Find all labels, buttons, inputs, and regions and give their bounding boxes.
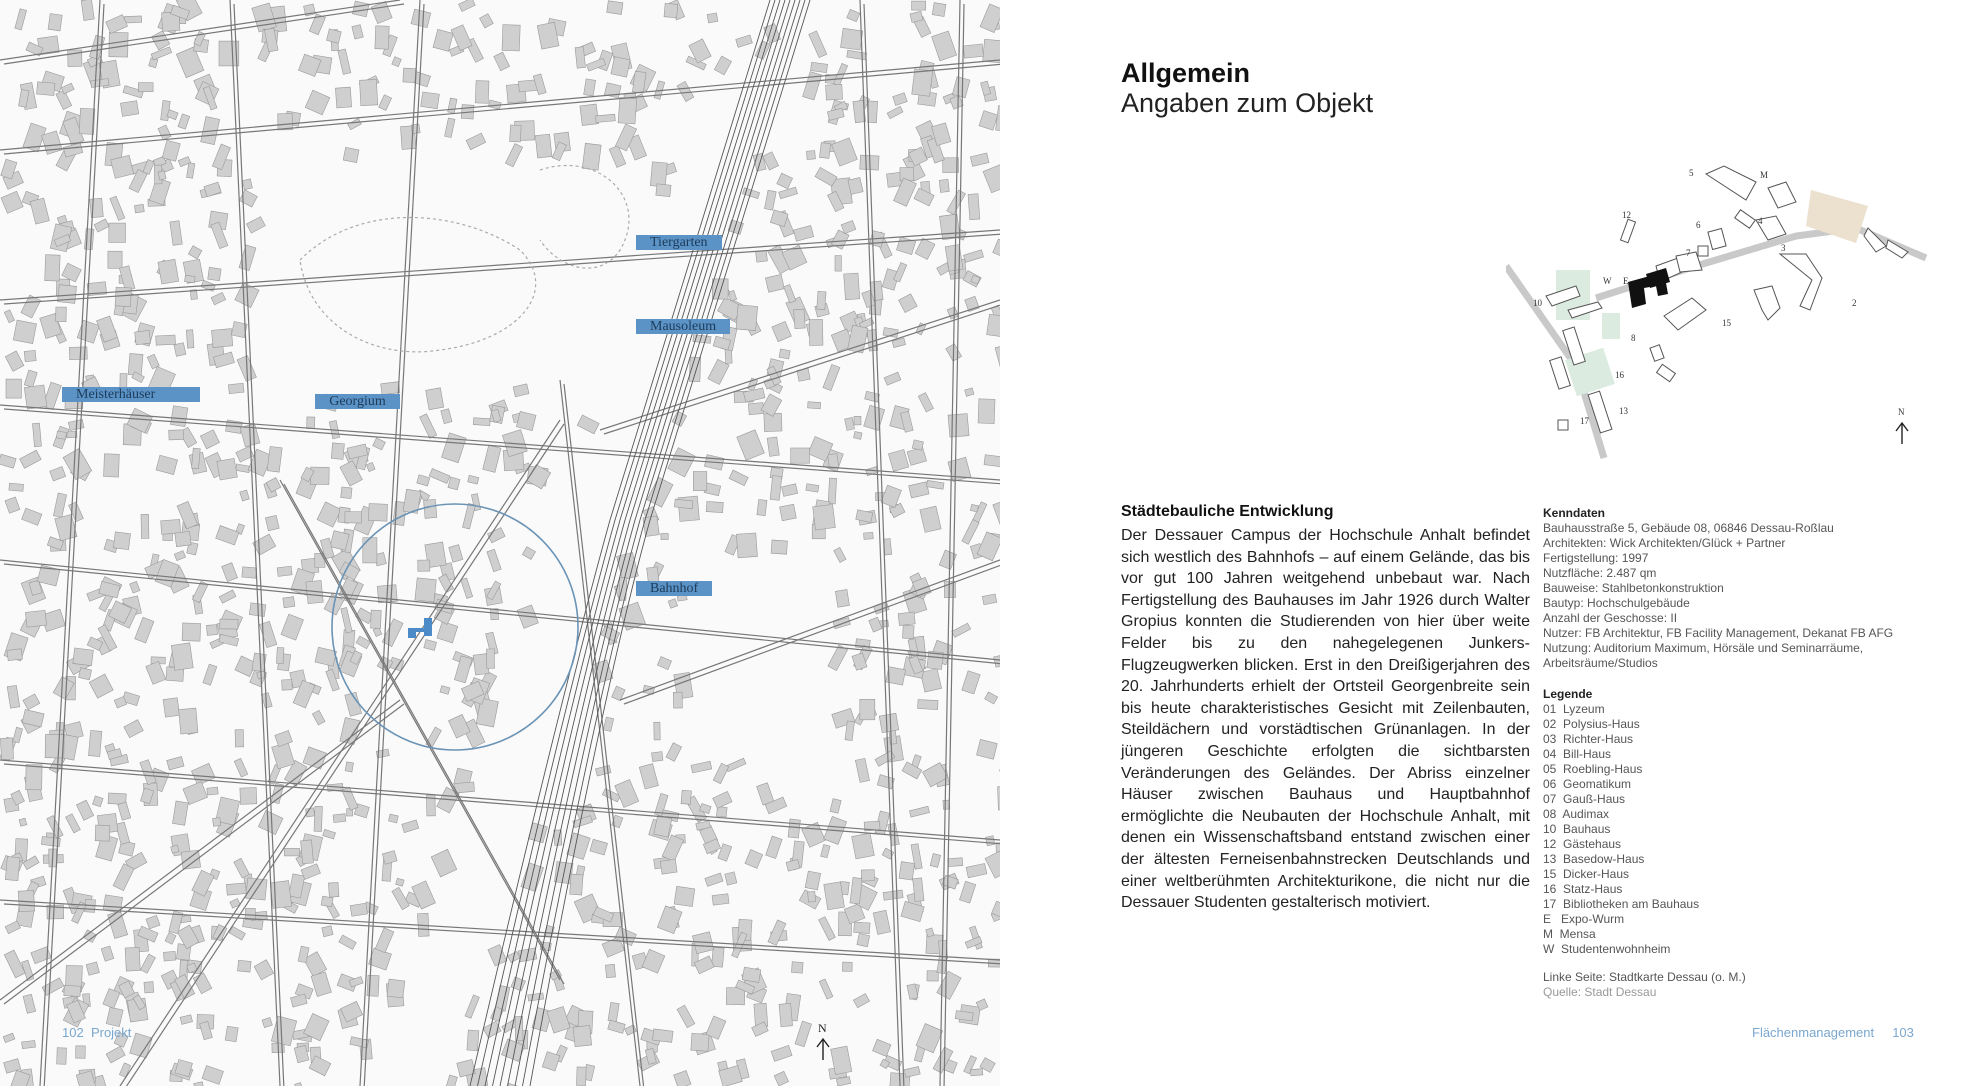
legend-item: 13 Basedow-Haus	[1543, 852, 1645, 866]
map-building	[664, 3, 678, 17]
map-building	[90, 198, 104, 217]
map-building	[736, 533, 757, 558]
map-building	[125, 947, 140, 971]
map-building	[918, 700, 938, 710]
map-building	[208, 267, 221, 280]
map-building	[192, 448, 201, 469]
map-label-mausoleum: Mausoleum	[636, 319, 730, 334]
map-building	[985, 836, 994, 846]
map-building	[813, 504, 836, 530]
map-building	[321, 896, 333, 907]
map-building	[350, 903, 367, 916]
map-building	[943, 158, 959, 173]
map-building	[794, 309, 806, 329]
map-building	[674, 886, 695, 906]
map-building	[756, 250, 768, 262]
siteplan-number: 7	[1686, 248, 1691, 258]
siteplan-number: 17	[1580, 416, 1589, 426]
map-building	[343, 147, 359, 162]
siteplan-number: 6	[1696, 220, 1701, 230]
map-label-tiergarten: Tiergarten	[636, 235, 722, 250]
map-building	[237, 960, 251, 972]
map-building	[212, 329, 233, 348]
map-building	[371, 610, 382, 628]
map-building	[307, 417, 315, 429]
map-building	[345, 511, 362, 523]
map-building	[124, 16, 141, 23]
right-page-section: Flächenmanagement	[1752, 1025, 1875, 1040]
map-building	[712, 279, 728, 299]
map-building	[144, 982, 154, 993]
siteplan-north-label: N	[1898, 407, 1905, 417]
map-building	[852, 833, 875, 859]
map-building	[780, 504, 797, 520]
map-building	[535, 134, 552, 158]
map-building	[19, 818, 27, 826]
map-building	[277, 566, 292, 576]
map-building	[654, 722, 660, 740]
map-building	[828, 454, 839, 469]
map-building	[779, 1003, 793, 1026]
map-building	[806, 151, 815, 160]
legend-title: Legende	[1543, 687, 1593, 701]
map-building	[276, 647, 284, 663]
map-building	[487, 649, 495, 669]
siteplan-number: 15	[1722, 318, 1731, 328]
map-building	[283, 597, 295, 608]
map-building	[652, 1029, 673, 1042]
map-building	[328, 882, 339, 897]
map-building	[163, 698, 180, 718]
map-building	[163, 951, 175, 961]
legend-item: W Studentenwohnheim	[1543, 942, 1671, 956]
map-building	[978, 399, 995, 424]
siteplan-number: 12	[1622, 210, 1631, 220]
map-building	[660, 859, 677, 874]
map-building	[805, 871, 821, 890]
map-building	[0, 738, 13, 760]
map-building	[345, 762, 353, 772]
image-source	[1543, 970, 1746, 1000]
map-building	[235, 730, 243, 747]
map-building	[109, 32, 128, 57]
map-building	[475, 81, 489, 104]
map-building	[835, 256, 841, 272]
map-building	[712, 894, 729, 906]
map-building	[570, 874, 583, 895]
map-building	[948, 858, 963, 867]
map-building	[582, 143, 601, 170]
legend-item: 12 Gästehaus	[1543, 837, 1622, 851]
map-building	[79, 668, 92, 680]
siteplan-north-arrow	[1896, 423, 1908, 444]
map-building	[95, 825, 110, 841]
map-building	[584, 79, 596, 96]
map-building	[134, 204, 144, 212]
left-page-section: Projekt	[90, 1025, 132, 1040]
key-data-row: Bauhausstraße 5, Gebäude 08, 06846 Dessau-Roßlau	[1543, 521, 1834, 535]
map-building	[903, 625, 915, 638]
map-building	[771, 540, 787, 554]
map-building	[322, 926, 333, 937]
map-building	[314, 806, 322, 831]
map-building	[473, 418, 490, 426]
legend-item: 05 Roebling-Haus	[1543, 762, 1643, 776]
map-building	[656, 184, 671, 197]
map-building	[455, 782, 475, 793]
map-building	[842, 962, 852, 971]
legend-item: 10 Bauhaus	[1543, 822, 1611, 836]
key-data-row: Architekten: Wick Architekten/Glück + Partner	[1543, 536, 1786, 550]
map-building	[184, 275, 195, 283]
map-building	[779, 349, 790, 359]
map-building	[267, 446, 282, 472]
key-data-title: Kenndaten	[1543, 506, 1606, 520]
map-building	[898, 612, 915, 626]
map-building	[45, 734, 64, 758]
map-building	[310, 467, 329, 484]
map-building	[736, 305, 758, 331]
map-building	[864, 532, 874, 539]
map-building	[854, 922, 870, 934]
legend-block	[1543, 687, 1699, 957]
map-building	[854, 431, 862, 439]
map-building	[104, 454, 120, 477]
map-building	[88, 730, 101, 756]
map-building	[424, 499, 437, 518]
map-building	[808, 891, 816, 902]
map-building	[76, 1046, 86, 1058]
map-building	[170, 406, 187, 427]
map-building	[217, 458, 238, 480]
map-building	[158, 259, 179, 284]
map-building	[171, 643, 193, 670]
map-building	[135, 330, 151, 344]
map-building	[213, 818, 221, 827]
map-building	[186, 330, 194, 348]
map-building	[120, 101, 138, 117]
page-subtitle: Angaben zum Objekt	[1121, 88, 1374, 118]
right-page	[1000, 0, 1984, 1086]
map-building	[605, 964, 615, 977]
map-building	[331, 443, 344, 460]
map-building	[618, 97, 637, 124]
map-label-bahnhof: Bahnhof	[636, 581, 712, 596]
map-building	[791, 448, 810, 463]
map-building	[7, 649, 23, 661]
siteplan-number: M	[1760, 170, 1769, 180]
map-building	[375, 26, 389, 49]
map-building	[912, 440, 923, 450]
map-building	[73, 648, 94, 666]
siteplan-number: 5	[1689, 168, 1694, 178]
map-building	[228, 383, 244, 393]
map-building	[939, 214, 960, 240]
right-page-number: 103	[1892, 1025, 1914, 1040]
map-building	[932, 3, 946, 17]
siteplan-number: 13	[1619, 406, 1628, 416]
map-building	[467, 1030, 479, 1051]
map-building	[826, 84, 843, 100]
legend-item: 01 Lyzeum	[1543, 702, 1605, 716]
key-data-row: Nutzer: FB Architektur, FB Facility Management, Dekanat FB AFG	[1543, 626, 1894, 640]
map-building	[363, 538, 377, 563]
map-building	[900, 167, 914, 180]
siteplan-number: 3	[1781, 243, 1786, 253]
map-building	[817, 291, 826, 309]
map-building	[757, 499, 767, 515]
map-building	[576, 1067, 586, 1086]
map-building	[673, 692, 682, 708]
map-building	[389, 814, 399, 823]
map-building	[808, 402, 821, 409]
map-building	[854, 416, 861, 425]
map-building	[857, 933, 870, 946]
map-building	[45, 255, 60, 281]
map-building	[707, 13, 718, 23]
map-building	[206, 625, 217, 636]
map-building	[819, 143, 830, 159]
map-building	[207, 787, 218, 795]
map-building	[573, 1025, 592, 1046]
map-building	[179, 708, 198, 734]
map-building	[691, 1033, 709, 1051]
map-building	[335, 87, 351, 108]
map-building	[352, 1, 369, 17]
key-data-row: Nutzfläche: 2.487 qm	[1543, 566, 1657, 580]
map-building	[809, 319, 823, 345]
map-building	[282, 679, 293, 690]
map-building	[510, 125, 522, 142]
map-building	[984, 455, 1000, 467]
map-building	[220, 619, 238, 629]
map-building	[64, 985, 81, 996]
map-building	[811, 62, 828, 73]
map-building	[426, 388, 444, 410]
map-building	[56, 307, 67, 322]
map-building	[899, 862, 915, 880]
siteplan-number: 2	[1852, 298, 1857, 308]
map-building	[968, 194, 980, 220]
map-building	[611, 57, 630, 78]
map-building	[824, 882, 845, 910]
legend-item: M Mensa	[1543, 927, 1596, 941]
map-building	[788, 819, 800, 838]
legend-item: E Expo-Wurm	[1543, 912, 1625, 926]
siteplan-number: W	[1603, 276, 1612, 286]
campus-site-plan	[1506, 158, 1946, 478]
section-body-text: Der Dessauer Campus der Hochschule Anhalt befindet sich westlich des Bahnhofs – auf einem Gelände, das bis vor gut 100 Jahren weitgehend unbebaut war. Nach Fertigstellung des Bauhauses im Jahr 1926 durch Walter Gropius konnten die Studierenden von hier über weite Felder bis zu den nahegelegenen Junkers-Flugzeugwerken blicken. Erst in den Dreißigerjahren des 20. Jahrhunderts erhielt der Ortsteil Georgenbreite sein bis heute charakteristisches Gesicht mit Zeilenbauten, Steildächern und vorstädtischen Grünanlagen. In der jüngeren Geschichte erfolgten die sichtbarsten Veränderungen des Geländes. Der Abriss einzelner Häuser zwischen Bauhaus und Hauptbahnhof ermöglichte die Neubauten der Hochschule Anhalt, mit denen ein Wissenschaftsband entstand zwischen einer der ältesten Ferneisenbahnstrecken Deutschlands und einer weltberühmten Architekturikone, die nicht nur die Dessauer Studenten gestalterisch motiviert.	[1121, 527, 1530, 912]
map-building	[278, 114, 293, 130]
map-building	[156, 335, 176, 345]
map-building	[341, 487, 352, 499]
map-building	[403, 68, 416, 83]
map-building	[56, 431, 66, 439]
siteplan-number: E	[1623, 276, 1629, 286]
map-building	[158, 171, 166, 180]
legend-item: 02 Polysius-Haus	[1543, 717, 1640, 731]
map-building	[360, 79, 378, 105]
map-building	[652, 752, 663, 762]
map-building	[25, 610, 46, 627]
siteplan-number: 10	[1533, 298, 1542, 308]
map-building	[301, 840, 314, 864]
legend-item: 17 Bibliotheken am Bauhaus	[1543, 897, 1700, 911]
map-building	[421, 92, 440, 109]
map-building	[48, 14, 62, 31]
legend-item: 07 Gauß-Haus	[1543, 792, 1626, 806]
key-data-row: Arbeitsräume/Studios	[1543, 656, 1658, 670]
map-building	[948, 414, 969, 438]
map-building	[575, 47, 585, 68]
siteplan-number: 4	[1758, 216, 1763, 226]
map-building	[240, 788, 257, 805]
map-building	[840, 28, 862, 50]
key-data-row: Bauweise: Stahlbetonkonstruktion	[1543, 581, 1724, 595]
map-building	[327, 29, 342, 43]
map-building	[861, 870, 874, 881]
map-building	[182, 623, 201, 641]
siteplan-number: 8	[1631, 333, 1636, 343]
map-building	[693, 472, 707, 491]
map-building	[595, 114, 615, 122]
map-building	[502, 25, 520, 51]
key-data-row: Nutzung: Auditorium Maximum, Hörsäle und Seminarräume,	[1543, 641, 1864, 655]
map-building	[844, 273, 860, 300]
map-building	[138, 83, 153, 92]
map-building	[242, 567, 257, 578]
map-building	[387, 979, 405, 998]
map-building	[765, 274, 784, 292]
left-page-number: 102	[62, 1025, 84, 1040]
map-building	[860, 699, 875, 720]
legend-item: 08 Audimax	[1543, 807, 1610, 821]
source-caption: Linke Seite: Stadtkarte Dessau (o. M.)	[1543, 970, 1746, 984]
map-building	[226, 883, 246, 895]
legend-item: 06 Geomatikum	[1543, 777, 1632, 791]
map-building	[828, 478, 836, 504]
key-data-row: Anzahl der Geschosse: II	[1543, 611, 1678, 625]
map-building	[418, 560, 430, 571]
map-building	[181, 850, 201, 869]
map-label-meisterhaeuser: Meisterhäuser	[62, 387, 200, 402]
map-building	[835, 590, 849, 608]
legend-item: 15 Dicker-Haus	[1543, 867, 1630, 881]
map-building	[607, 1, 623, 15]
map-building	[650, 162, 667, 187]
map-building	[674, 499, 693, 509]
map-building	[912, 69, 933, 97]
legend-item: 16 Statz-Haus	[1543, 882, 1623, 896]
map-label-georgium: Georgium	[315, 394, 400, 409]
map-building	[270, 881, 292, 909]
key-data-row: Fertigstellung: 1997	[1543, 551, 1649, 565]
map-building	[169, 430, 184, 440]
map-building	[13, 320, 36, 344]
map-building	[381, 382, 400, 395]
map-building	[161, 519, 181, 534]
map-building	[333, 814, 346, 823]
map-building	[939, 179, 949, 192]
right-page-folio	[1752, 1025, 1914, 1040]
map-building	[712, 947, 725, 967]
map-building	[970, 504, 978, 512]
map-building	[879, 713, 899, 732]
map-building	[115, 287, 131, 306]
map-building	[369, 504, 388, 522]
map-building	[415, 578, 436, 602]
map-building	[963, 44, 983, 58]
map-building	[912, 1, 926, 10]
map-building	[24, 385, 47, 409]
left-page-folio	[62, 1025, 131, 1040]
legend-item: 03 Richter-Haus	[1543, 732, 1634, 746]
map-building	[868, 101, 878, 123]
map-building	[109, 223, 126, 242]
map-building	[24, 350, 36, 361]
section-title: Städtebauliche Entwicklung	[1121, 503, 1334, 520]
map-building	[983, 39, 1000, 63]
map-building	[22, 1040, 36, 1048]
map-building	[681, 790, 691, 804]
map-building	[9, 483, 24, 491]
map-building	[108, 251, 122, 268]
map-building	[706, 501, 723, 512]
source-credit: Quelle: Stadt Dessau	[1543, 985, 1657, 999]
map-building	[661, 533, 668, 539]
map-north-label: N	[818, 1021, 827, 1035]
map-building	[174, 343, 186, 357]
map-building	[242, 179, 252, 190]
key-data-row: Bautyp: Hochschulgebäude	[1543, 596, 1690, 610]
map-building	[111, 155, 134, 178]
map-building	[284, 848, 299, 856]
map-building	[5, 857, 20, 881]
map-building	[225, 1026, 238, 1042]
map-building	[6, 379, 21, 398]
map-building	[791, 962, 803, 973]
map-building	[57, 1048, 67, 1065]
key-data-block	[1543, 506, 1943, 671]
page-title: Allgemein	[1121, 58, 1251, 88]
map-building	[141, 514, 149, 538]
map-building	[175, 531, 191, 546]
map-building	[970, 1069, 982, 1076]
legend-item: 04 Bill-Haus	[1543, 747, 1612, 761]
map-building	[742, 967, 761, 982]
map-building	[37, 82, 55, 96]
map-building	[26, 765, 42, 790]
map-building	[113, 532, 130, 550]
siteplan-number: 16	[1615, 370, 1624, 380]
